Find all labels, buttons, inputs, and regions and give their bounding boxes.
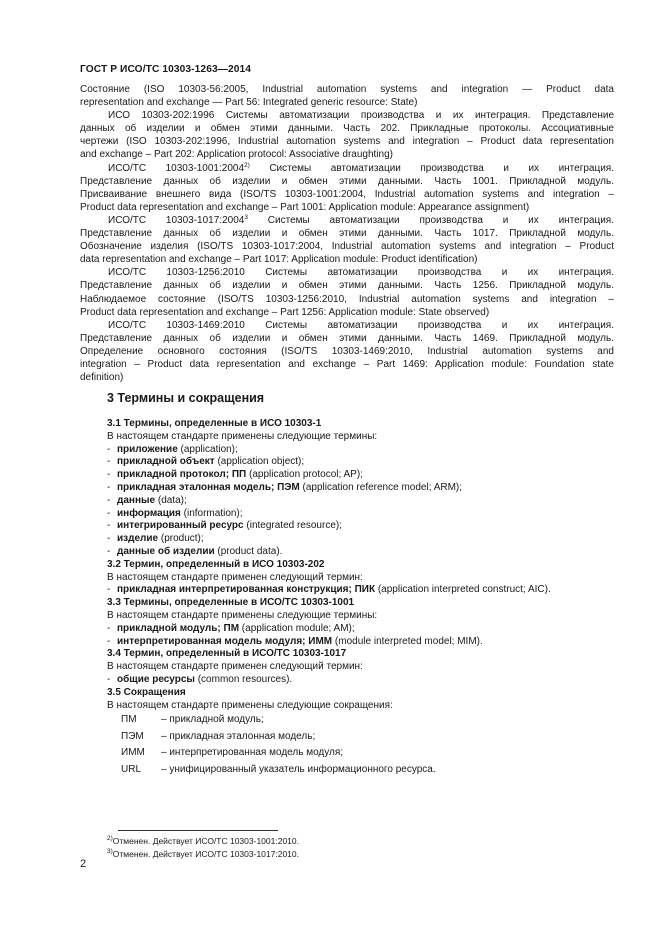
term-name: данные: [117, 494, 156, 506]
footnote-marker: 3): [107, 848, 113, 855]
intro-text: В настоящем стандарте применены следующие сокращения:: [107, 699, 393, 711]
term-item: - интерпретированная модель модуля; ИММ (module interpreted model; MIM).: [107, 635, 483, 647]
term-name: данные об изделии: [117, 545, 215, 557]
term-name: интегрированный ресурс: [117, 520, 244, 532]
term-item: - данные (data);: [107, 494, 187, 506]
term-name: прикладная эталонная модель; ПЭМ: [117, 481, 300, 493]
list-dash: -: [107, 673, 111, 685]
reference-line: Наблюдаемое состояние (ISO/TS 10303-1256:2010, Industrial automation systems and integration –: [80, 293, 614, 305]
abbreviation-row: [107, 762, 617, 779]
list-dash: -: [107, 494, 111, 506]
footnote-marker: 3: [244, 213, 248, 221]
list-dash: -: [107, 520, 111, 532]
term-name: прикладной объект: [117, 456, 215, 468]
reference-line: representation and exchange — Part 56: Integrated generic resource: State): [80, 97, 418, 109]
reference-line: данных об изделии и обмен этими данными. Часть 202. Прикладные протоколы. Ассоциативные: [80, 123, 614, 135]
abbreviation-definition: – интерпретированная модель модуля;: [161, 747, 344, 759]
reference-line: Состояние (ISO 10303-56:2005, Industrial automation systems and integration — Product data: [80, 84, 614, 95]
reference-line: Представление данных об изделии и обмен этими данными. Часть 1017. Прикладной модуль.: [80, 228, 614, 240]
term-item: - прикладной протокол; ПП (application protocol; AP);: [107, 469, 363, 481]
subsection-heading: 3.1 Термины, определенные в ИСО 10303-1: [107, 418, 322, 429]
footnote: $^{2)}$Отменен. Действует ИСО/ТС 10303-1001:2010.: [107, 835, 299, 846]
term-name: прикладной протокол; ПП: [117, 469, 247, 481]
subsection-heading: 3.4 Термин, определенный в ИСО/ТС 10303-1017: [107, 648, 347, 660]
reference-line: ИСО/ТС 10303-1469:2010 Системы автоматизации производства и их интеграция.: [108, 319, 614, 331]
term-item: - прикладной объект (application object);: [107, 456, 305, 468]
list-dash: -: [107, 533, 111, 545]
reference-line: integration – Product data representation and exchange – Part 1469: Application module: Foundation state: [80, 358, 614, 370]
list-dash: -: [107, 584, 111, 596]
abbreviation-definition: – прикладной модуль;: [161, 714, 264, 726]
reference-line: Присваивание внешнего вида (ISO/TS 10303-1001:2004, Industrial automation systems and integration –: [80, 188, 614, 200]
term-item: - прикладная интерпретированная конструкция; ПИК (application interpreted construct; AIC).: [107, 584, 551, 596]
reference-line: ИСО/ТС 10303-1256:2010 Системы автоматизации производства и их интеграция.: [108, 267, 614, 279]
abbreviation: ПЭМ: [121, 730, 144, 742]
list-dash: -: [107, 456, 111, 468]
intro-text: В настоящем стандарте применены следующие термины:: [107, 430, 378, 442]
term-item: - прикладная эталонная модель; ПЭМ (application reference model; ARM);: [107, 481, 463, 493]
term-item: - изделие (product);: [107, 533, 204, 545]
terms-section: [107, 418, 617, 778]
reference-line: Product data representation and exchange – Part 1001: Application module: Appearance assignment): [80, 201, 530, 213]
list-dash: -: [107, 443, 111, 455]
reference-line: Представление данных об изделии и обмен этими данными. Часть 1469. Прикладной модуль.: [80, 332, 614, 344]
reference-line: ИСО/ТС 10303-1001:2004$^{2)}$ Системы автоматизации производства и их интеграция.: [108, 161, 614, 174]
list-dash: -: [107, 507, 111, 519]
reference-line: чертежи (ISO 10303-202:1996, Industrial automation systems and integration – Product data representation: [80, 136, 614, 148]
list-dash: -: [107, 635, 111, 647]
reference-line: Определение основного состояния (ISO/TS 10303-1469:2010, Industrial automation systems and: [80, 345, 614, 357]
footnote-separator: [118, 830, 278, 831]
abbreviation-definition: – унифицированный указатель информационного ресурса.: [161, 763, 436, 775]
term-name: интерпретированная модель модуля; ИММ: [117, 635, 333, 647]
reference-line: Обозначение изделия (ISO/TS 10303-1017:2004, Industrial automation systems and integration – Product: [80, 241, 614, 253]
section-title: 3 Термины и сокращения: [107, 391, 265, 405]
reference-line: and exchange – Part 202: Application protocol: Associative draughting): [80, 149, 393, 161]
footnote-marker: 2): [107, 835, 113, 842]
abbreviation: URL: [121, 763, 142, 775]
list-dash: -: [107, 622, 111, 634]
reference-line: ИСО 10303-202:1996 Системы автоматизации производства и их интеграция. Представление: [108, 110, 614, 122]
subsection-heading: 3.3 Термины, определенные в ИСО/ТС 10303-1001: [107, 597, 355, 609]
reference-line: Product data representation and exchange – Part 1256: Application module: State observed): [80, 306, 490, 318]
document-header: ГОСТ Р ИСО/ТС 10303-1263—2014: [80, 64, 252, 75]
term-item: - интегрированный ресурс (integrated resource);: [107, 520, 342, 532]
reference-line: Представление данных об изделии и обмен этими данными. Часть 1001. Прикладной модуль.: [80, 175, 614, 187]
term-name: информация: [117, 507, 181, 519]
term-item: - данные об изделии (product data).: [107, 545, 283, 557]
abbreviation-row: [107, 712, 617, 729]
list-dash: -: [107, 469, 111, 481]
intro-text: В настоящем стандарте применены следующие термины:: [107, 609, 378, 621]
term-item: - информация (information);: [107, 507, 243, 519]
list-dash: -: [107, 481, 111, 493]
reference-line: Представление данных об изделии и обмен этими данными. Часть 1256. Прикладной модуль.: [80, 280, 614, 292]
term-name: общие ресурсы: [117, 673, 195, 685]
term-name: прикладная интерпретированная конструкция; ПИК: [117, 584, 376, 596]
reference-line: definition): [80, 372, 124, 384]
intro-text: В настоящем стандарте применен следующий термин:: [107, 571, 363, 583]
normative-references: [80, 83, 614, 384]
reference-line: data representation and exchange – Part 1017: Application module: Product identification): [80, 254, 478, 266]
abbreviation: ИММ: [121, 747, 145, 759]
abbreviation-row: [107, 729, 617, 746]
term-item: - общие ресурсы (common resources).: [107, 673, 293, 685]
abbreviation-definition: – прикладная эталонная модель;: [161, 730, 316, 742]
intro-text: В настоящем стандарте применен следующий термин:: [107, 661, 363, 673]
term-name: прикладной модуль; ПМ: [117, 622, 240, 634]
reference-line: ИСО/ТС 10303-1017:2004$^3$ Системы автоматизации производства и их интеграция.: [108, 213, 614, 226]
footnote: $^{3)}$Отменен. Действует ИСО/ТС 10303-1017:2010.: [107, 848, 299, 859]
footnote-marker: 2): [244, 161, 250, 169]
abbreviation-row: [107, 745, 617, 762]
term-item: - приложение (application);: [107, 443, 238, 455]
page-number: 2: [80, 858, 87, 870]
term-name: изделие: [117, 533, 159, 545]
term-name: приложение: [117, 443, 178, 455]
list-dash: -: [107, 545, 111, 557]
term-item: - прикладной модуль; ПМ (application module; AM);: [107, 622, 355, 634]
abbreviation: ПМ: [121, 714, 137, 726]
subsection-heading: 3.5 Сокращения: [107, 686, 186, 698]
subsection-heading: 3.2 Термин, определенный в ИСО 10303-202: [107, 558, 325, 570]
